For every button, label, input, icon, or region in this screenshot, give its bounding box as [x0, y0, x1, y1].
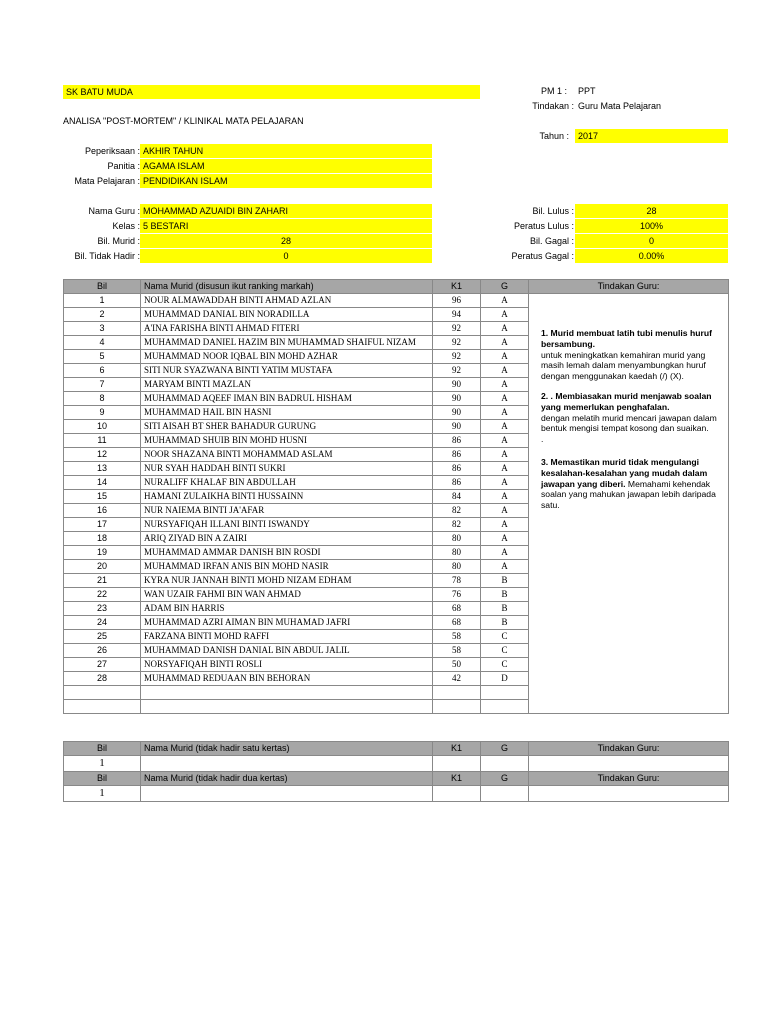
cell-nama: MUHAMMAD AZRI AIMAN BIN MUHAMAD JAFRI — [141, 616, 433, 630]
cell-bil: 23 — [64, 602, 141, 616]
pm-label: PM 1 : — [540, 86, 567, 96]
absent2-header-row — [64, 772, 729, 786]
cell-g: A — [481, 336, 529, 350]
table-header-row — [64, 280, 729, 294]
cell-nama: ADAM BIN HARRIS — [141, 602, 433, 616]
cell-k1: 78 — [433, 574, 481, 588]
header-tindakan: Tindakan Guru: — [529, 280, 729, 294]
cell-k1: 82 — [433, 518, 481, 532]
empty-cell — [433, 686, 481, 700]
cell-g: C — [481, 658, 529, 672]
cell-bil: 6 — [64, 364, 141, 378]
absent1-tindakan — [529, 756, 729, 772]
bil-lulus-value: 28 — [575, 204, 728, 218]
cell-g: A — [481, 434, 529, 448]
cell-nama: WAN UZAIR FAHMI BIN WAN AHMAD — [141, 588, 433, 602]
cell-g: C — [481, 630, 529, 644]
absent2-bil: 1 — [64, 786, 141, 802]
bil-murid-value: 28 — [140, 234, 432, 248]
cell-k1: 86 — [433, 476, 481, 490]
cell-bil: 18 — [64, 532, 141, 546]
cell-bil: 11 — [64, 434, 141, 448]
cell-nama: ARIQ ZIYAD BIN A ZAIRI — [141, 532, 433, 546]
cell-g: A — [481, 518, 529, 532]
cell-bil: 3 — [64, 322, 141, 336]
note-1-text: untuk meningkatkan kemahiran murid yang masih lemah dalam menyambungkan huruf dengan menggunakan kaedah (/) (X). — [541, 349, 706, 382]
cell-k1: 80 — [433, 532, 481, 546]
header-nama: Nama Murid (disusun ikut ranking markah) — [141, 280, 433, 294]
absent2-k1 — [433, 786, 481, 802]
school-name: SK BATU MUDA — [63, 85, 480, 99]
mata-pelajaran-value: PENDIDIKAN ISLAM — [140, 174, 432, 188]
tindakan-label: Tindakan : — [532, 101, 574, 111]
cell-k1: 82 — [433, 504, 481, 518]
cell-g: A — [481, 308, 529, 322]
cell-k1: 96 — [433, 294, 481, 308]
absent2-header-nama: Nama Murid (tidak hadir dua kertas) — [141, 772, 433, 786]
cell-k1: 86 — [433, 448, 481, 462]
absent1-bil: 1 — [64, 756, 141, 772]
cell-k1: 94 — [433, 308, 481, 322]
absent2-tindakan — [529, 786, 729, 802]
nama-guru-value: MOHAMMAD AZUAIDI BIN ZAHARI — [140, 204, 432, 218]
absent2-nama — [141, 786, 433, 802]
cell-bil: 8 — [64, 392, 141, 406]
cell-nama: HAMANI ZULAIKHA BINTI HUSSAINN — [141, 490, 433, 504]
absent2-header-tindakan: Tindakan Guru: — [529, 772, 729, 786]
cell-nama: MUHAMMAD HAIL BIN HASNI — [141, 406, 433, 420]
cell-g: B — [481, 588, 529, 602]
cell-k1: 92 — [433, 322, 481, 336]
table-row — [64, 294, 729, 308]
cell-g: A — [481, 420, 529, 434]
cell-g: B — [481, 602, 529, 616]
cell-nama: KYRA NUR JANNAH BINTI MOHD NIZAM EDHAM — [141, 574, 433, 588]
cell-g: A — [481, 322, 529, 336]
cell-k1: 84 — [433, 490, 481, 504]
cell-bil: 10 — [64, 420, 141, 434]
cell-k1: 68 — [433, 616, 481, 630]
peratus-gagal-label: Peratus Gagal : — [511, 251, 574, 261]
cell-k1: 92 — [433, 350, 481, 364]
cell-bil: 19 — [64, 546, 141, 560]
cell-nama: FARZANA BINTI MOHD RAFFI — [141, 630, 433, 644]
cell-nama: MUHAMMAD NOOR IQBAL BIN MOHD AZHAR — [141, 350, 433, 364]
cell-k1: 90 — [433, 420, 481, 434]
cell-k1: 50 — [433, 658, 481, 672]
cell-nama: NUR NAIEMA BINTI JA'AFAR — [141, 504, 433, 518]
empty-cell — [141, 700, 433, 714]
cell-bil: 12 — [64, 448, 141, 462]
cell-bil: 21 — [64, 574, 141, 588]
cell-g: A — [481, 532, 529, 546]
absent1-header-bil: Bil — [64, 742, 141, 756]
note-3-text: Memahami kehendak soalan yang mahukan jawapan lebih daripada satu. — [541, 478, 716, 511]
peperiksaan-value: AKHIR TAHUN — [140, 144, 432, 158]
teacher-action-notes — [541, 328, 727, 520]
cell-k1: 90 — [433, 406, 481, 420]
cell-bil: 1 — [64, 294, 141, 308]
cell-g: A — [481, 476, 529, 490]
cell-k1: 76 — [433, 588, 481, 602]
panitia-label: Panitia : — [107, 161, 140, 171]
cell-g: A — [481, 546, 529, 560]
panitia-value: AGAMA ISLAM — [140, 159, 432, 173]
cell-k1: 58 — [433, 630, 481, 644]
cell-g: C — [481, 644, 529, 658]
cell-bil: 5 — [64, 350, 141, 364]
cell-g: A — [481, 350, 529, 364]
cell-nama: MUHAMMAD DANISH DANIAL BIN ABDUL JALIL — [141, 644, 433, 658]
cell-bil: 25 — [64, 630, 141, 644]
cell-nama: NUR SYAH HADDAH BINTI SUKRI — [141, 462, 433, 476]
cell-g: A — [481, 406, 529, 420]
note-1 — [541, 328, 727, 382]
kelas-value: 5 BESTARI — [140, 219, 432, 233]
mata-pelajaran-label: Mata Pelajaran : — [74, 176, 140, 186]
cell-nama: SITI NUR SYAZWANA BINTI YATIM MUSTAFA — [141, 364, 433, 378]
cell-nama: NOOR SHAZANA BINTI MOHAMMAD ASLAM — [141, 448, 433, 462]
empty-cell — [64, 686, 141, 700]
cell-k1: 42 — [433, 672, 481, 686]
absent1-g — [481, 756, 529, 772]
cell-k1: 58 — [433, 644, 481, 658]
cell-g: A — [481, 560, 529, 574]
absent2-header-bil: Bil — [64, 772, 141, 786]
cell-nama: NURSYAFIQAH ILLANI BINTI ISWANDY — [141, 518, 433, 532]
cell-g: A — [481, 294, 529, 308]
bil-lulus-label: Bil. Lulus : — [532, 206, 574, 216]
cell-bil: 15 — [64, 490, 141, 504]
cell-k1: 92 — [433, 336, 481, 350]
cell-nama: MUHAMMAD SHUIB BIN MOHD HUSNI — [141, 434, 433, 448]
cell-nama: NORSYAFIQAH BINTI ROSLI — [141, 658, 433, 672]
cell-k1: 90 — [433, 378, 481, 392]
bil-murid-label: Bil. Murid : — [97, 236, 140, 246]
header-k1: K1 — [433, 280, 481, 294]
note-1-title: 1. Murid membuat latih tubi menulis huruf bersambung. — [541, 328, 712, 349]
cell-nama: MUHAMMAD DANIAL BIN NORADILLA — [141, 308, 433, 322]
cell-nama: NOUR ALMAWADDAH BINTI AHMAD AZLAN — [141, 294, 433, 308]
cell-g: B — [481, 616, 529, 630]
cell-nama: MUHAMMAD IRFAN ANIS BIN MOHD NASIR — [141, 560, 433, 574]
note-3-title: 3. Memastikan murid tidak mengulangi kesalahan-kesalahan yang mudah dalam jawapan yang diberi. — [541, 456, 708, 489]
cell-k1: 90 — [433, 392, 481, 406]
note-2-text: dengan melatih murid mencari jawapan dalam bentuk mengisi tempat kosong dan suaikan. — [541, 412, 717, 434]
absent-one-paper-table — [63, 741, 729, 802]
cell-k1: 80 — [433, 546, 481, 560]
cell-bil: 16 — [64, 504, 141, 518]
absent2-header-k1: K1 — [433, 772, 481, 786]
cell-nama: MUHAMMAD AMMAR DANISH BIN ROSDI — [141, 546, 433, 560]
cell-k1: 92 — [433, 364, 481, 378]
header-g: G — [481, 280, 529, 294]
tahun-label: Tahun : — [539, 131, 569, 141]
nama-guru-label: Nama Guru : — [88, 206, 140, 216]
absent1-row — [64, 756, 729, 772]
absent1-header-row — [64, 742, 729, 756]
cell-nama: MUHAMMAD AQEEF IMAN BIN BADRUL HISHAM — [141, 392, 433, 406]
absent1-header-tindakan: Tindakan Guru: — [529, 742, 729, 756]
cell-nama: MUHAMMAD DANIEL HAZIM BIN MUHAMMAD SHAIFUL NIZAM — [141, 336, 433, 350]
empty-cell — [481, 686, 529, 700]
cell-bil: 7 — [64, 378, 141, 392]
cell-nama: MARYAM BINTI MAZLAN — [141, 378, 433, 392]
cell-bil: 28 — [64, 672, 141, 686]
report-title: ANALISA "POST-MORTEM" / KLINIKAL MATA PELAJARAN — [63, 116, 304, 126]
cell-k1: 86 — [433, 434, 481, 448]
cell-bil: 26 — [64, 644, 141, 658]
cell-nama: SITI AISAH BT SHER BAHADUR GURUNG — [141, 420, 433, 434]
cell-bil: 9 — [64, 406, 141, 420]
cell-bil: 4 — [64, 336, 141, 350]
peperiksaan-label: Peperiksaan : — [84, 146, 140, 156]
absent1-header-k1: K1 — [433, 742, 481, 756]
absent1-header-g: G — [481, 742, 529, 756]
cell-nama: A'INA FARISHA BINTI AHMAD FITERI — [141, 322, 433, 336]
header-bil: Bil — [64, 280, 141, 294]
cell-k1: 80 — [433, 560, 481, 574]
absent1-header-nama: Nama Murid (tidak hadir satu kertas) — [141, 742, 433, 756]
cell-bil: 20 — [64, 560, 141, 574]
cell-bil: 24 — [64, 616, 141, 630]
cell-g: A — [481, 364, 529, 378]
absent2-row — [64, 786, 729, 802]
peratus-lulus-label: Peratus Lulus : — [513, 221, 574, 231]
tahun-value: 2017 — [575, 129, 728, 143]
cell-k1: 86 — [433, 462, 481, 476]
empty-cell — [481, 700, 529, 714]
kelas-label: Kelas : — [112, 221, 140, 231]
cell-g: A — [481, 392, 529, 406]
absent1-k1 — [433, 756, 481, 772]
peratus-gagal-value: 0.00% — [575, 249, 728, 263]
note-2-title: 2. . Membiasakan murid menjawab soalan yang memerlukan penghafalan. — [541, 390, 712, 412]
bil-gagal-label: Bil. Gagal : — [529, 236, 574, 246]
absent1-nama — [141, 756, 433, 772]
cell-nama: NURALIFF KHALAF BIN ABDULLAH — [141, 476, 433, 490]
absent2-header-g: G — [481, 772, 529, 786]
cell-g: A — [481, 378, 529, 392]
peratus-lulus-value: 100% — [575, 219, 728, 233]
cell-bil: 17 — [64, 518, 141, 532]
cell-bil: 2 — [64, 308, 141, 322]
cell-bil: 13 — [64, 462, 141, 476]
note-3 — [541, 457, 727, 511]
absent2-g — [481, 786, 529, 802]
cell-bil: 27 — [64, 658, 141, 672]
note-2-dot: . — [541, 434, 544, 445]
cell-nama: MUHAMMAD REDUAAN BIN BEHORAN — [141, 672, 433, 686]
cell-g: A — [481, 504, 529, 518]
cell-k1: 68 — [433, 602, 481, 616]
cell-g: A — [481, 448, 529, 462]
pm-value: PPT — [578, 86, 596, 96]
empty-cell — [433, 700, 481, 714]
note-2 — [541, 391, 727, 445]
bil-tidak-hadir-value: 0 — [140, 249, 432, 263]
cell-g: A — [481, 490, 529, 504]
tindakan-value: Guru Mata Pelajaran — [578, 101, 662, 111]
cell-g: A — [481, 462, 529, 476]
cell-bil: 14 — [64, 476, 141, 490]
cell-g: D — [481, 672, 529, 686]
cell-g: B — [481, 574, 529, 588]
empty-cell — [64, 700, 141, 714]
empty-cell — [141, 686, 433, 700]
bil-tidak-hadir-label: Bil. Tidak Hadir : — [74, 251, 140, 261]
cell-bil: 22 — [64, 588, 141, 602]
bil-gagal-value: 0 — [575, 234, 728, 248]
